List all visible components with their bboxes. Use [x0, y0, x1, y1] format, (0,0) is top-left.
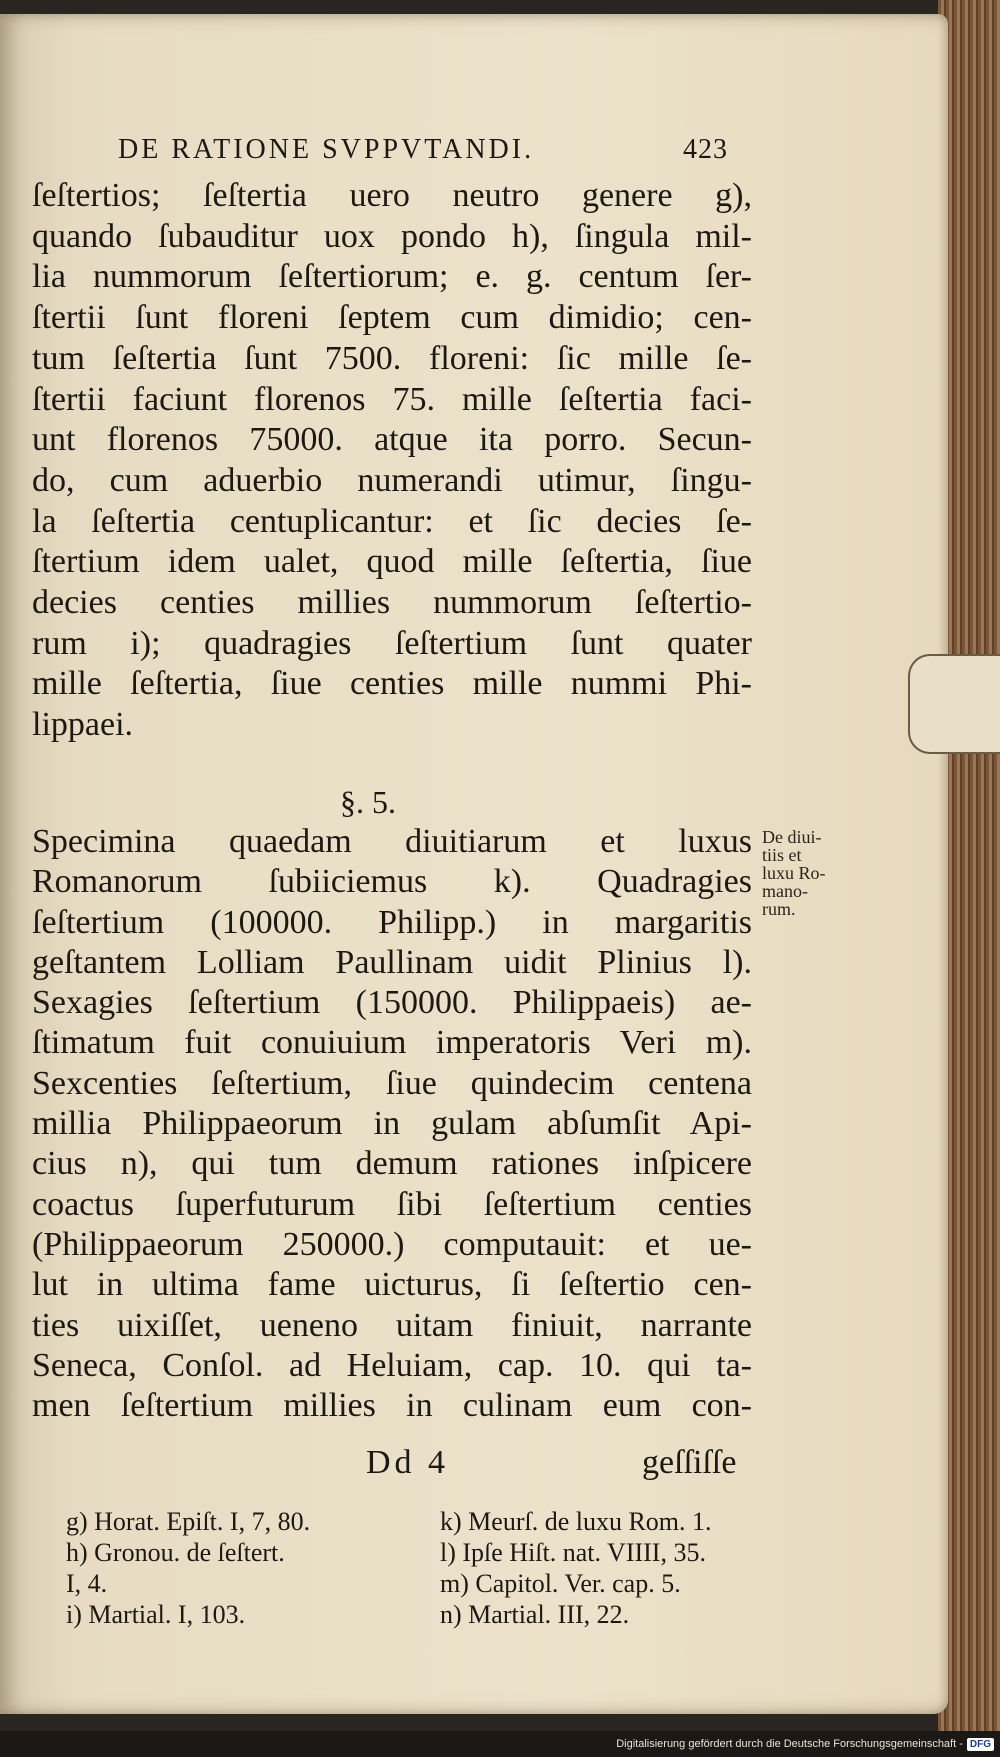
bookmark-tab: [908, 654, 1000, 754]
text-line: coactus ſuperfuturum ſibi ſeſtertium centies: [32, 1185, 752, 1223]
digitization-credit: Digitalisierung gefördert durch die Deutsche Forschungsgemeinschaft -: [616, 1738, 963, 1750]
footnote: m) Capitol. Ver. cap. 5.: [440, 1569, 681, 1598]
text-line: ſtimatum fuit conuiuium imperatoris Veri m).: [32, 1024, 752, 1062]
footnotes-left: [66, 1506, 396, 1630]
text-line: ſtertii faciunt florenos 75. mille ſeſtertia faci-: [32, 380, 752, 418]
text-line: Sexagies ſeſtertium (150000. Philippaeis) ae-: [32, 984, 752, 1022]
text-line: geſtantem Lolliam Paullinam uidit Plinius l).: [32, 943, 752, 981]
text-line: lia nummorum ſeſtertiorum; e. g. centum ſer-: [32, 258, 752, 296]
text-line: men ſeſtertium millies in culinam eum con-: [32, 1387, 752, 1425]
text-line: rum i); quadragies ſeſtertium ſunt quater: [32, 624, 752, 662]
book-page: [0, 14, 948, 1714]
dfg-logo: DFG: [967, 1738, 994, 1751]
text-line: Specimina quaedam diuitiarum et luxus: [32, 823, 752, 860]
section-text-block: [32, 822, 752, 1426]
signature-mark: Dd 4: [366, 1444, 450, 1481]
section-heading: §. 5.: [340, 784, 396, 820]
text-line: lippaei.: [32, 706, 134, 744]
footnote: g) Horat. Epiſt. I, 7, 80.: [66, 1507, 311, 1536]
text-line: lut in ultima fame uicturus, ſi ſeſtertio cen-: [32, 1266, 752, 1304]
text-line: millia Philippaeorum in gulam abſumſit Api-: [32, 1105, 752, 1143]
text-line: ſtertium idem ualet, quod mille ſeſtertia, ſiue: [32, 543, 752, 581]
text-line: unt florenos 75000. atque ita porro. Secun-: [32, 421, 752, 459]
footnotes-right: [440, 1506, 760, 1630]
running-head: [118, 134, 728, 166]
text-line: ſtertii ſunt floreni ſeptem cum dimidio; cen-: [32, 299, 752, 337]
text-line: quando ſubauditur uox pondo h), ſingula mil-: [32, 217, 752, 255]
marginal-line: rum.: [762, 899, 796, 919]
footnote: I, 4.: [66, 1569, 108, 1598]
marginal-note: [762, 828, 852, 918]
text-line: Sexcenties ſeſtertium, ſiue quindecim centena: [32, 1064, 752, 1102]
text-line: cius n), qui tum demum rationes inſpicere: [32, 1145, 752, 1183]
text-line: tum ſeſtertia ſunt 7500. floreni: ſic mille ſe-: [32, 339, 752, 377]
footnote: k) Meurſ. de luxu Rom. 1.: [440, 1507, 712, 1536]
digitization-credit-bar: [0, 1731, 1000, 1757]
marginal-line: luxu Ro-: [762, 863, 826, 883]
main-text-block: [32, 176, 752, 746]
text-line: decies centies millies nummorum ſeſtertio-: [32, 584, 752, 622]
text-line: la ſeſtertia centuplicantur: et ſic decies ſe-: [32, 502, 752, 540]
page-number: 423: [683, 134, 728, 165]
text-line: ſeſtertios; ſeſtertia uero neutro genere g),: [32, 177, 752, 214]
text-line: ties uixiſſet, ueneno uitam finiuit, narrante: [32, 1306, 752, 1344]
footnote: h) Gronou. de ſeſtert.: [66, 1538, 285, 1567]
marginal-line: tiis et: [762, 845, 802, 865]
text-line: mille ſeſtertia, ſiue centies mille nummi Phi-: [32, 665, 752, 703]
footnote: i) Martial. I, 103.: [66, 1600, 246, 1629]
footnote: l) Ipſe Hiſt. nat. VIIII, 35.: [440, 1538, 706, 1567]
catchword: geſſiſſe: [642, 1444, 737, 1481]
text-line: ſeſtertium (100000. Philipp.) in margaritis: [32, 903, 752, 941]
text-line: Seneca, Conſol. ad Heluiam, cap. 10. qui ta-: [32, 1346, 752, 1384]
text-line: do, cum aduerbio numerandi utimur, ſingu-: [32, 461, 752, 499]
marginal-line: De diui-: [762, 827, 822, 847]
footnote: n) Martial. III, 22.: [440, 1600, 630, 1629]
marginal-line: mano-: [762, 881, 808, 901]
text-line: Romanorum ſubiiciemus k). Quadragies: [32, 863, 752, 901]
text-line: (Philippaeorum 250000.) computauit: et ue-: [32, 1225, 752, 1263]
running-title: DE RATIONE SVPPVTANDI.: [118, 134, 535, 165]
